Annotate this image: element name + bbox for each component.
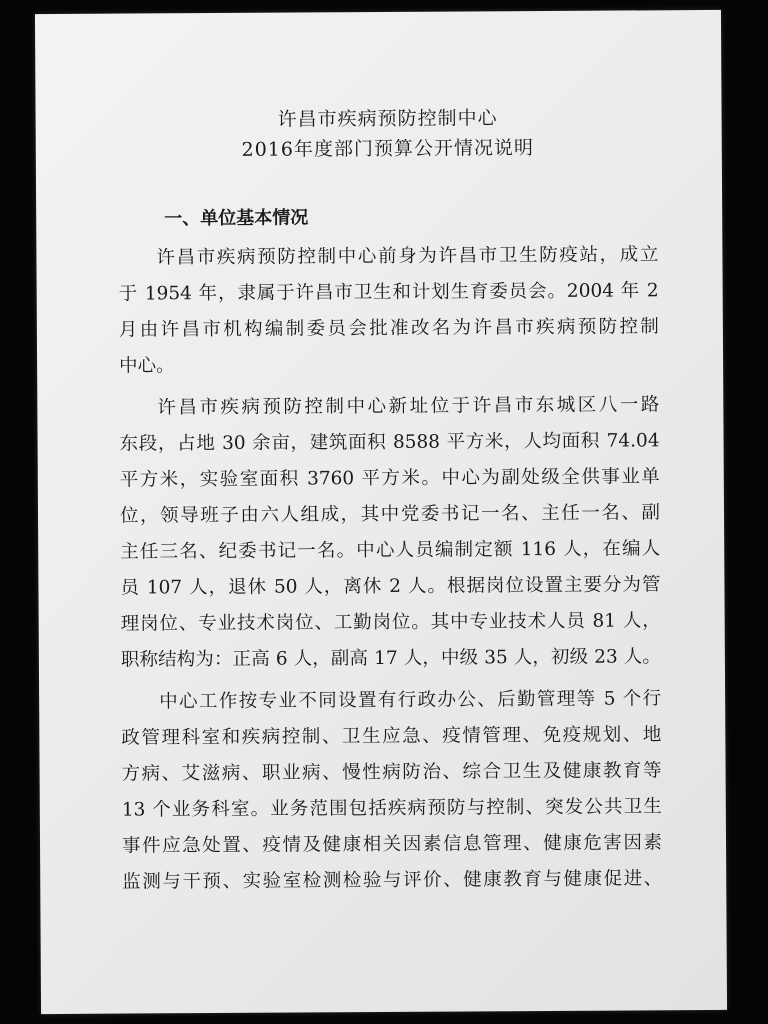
text-line: 监测与干预、实验室检测检验与评价、健康教育与健康促进、 xyxy=(122,868,663,893)
text-line: 于 1954 年，隶属于许昌市卫生和计划生育委员会。2004 年 2 xyxy=(118,280,659,305)
text-line: 中心。 xyxy=(119,355,175,377)
text-line: 中心工作按专业不同设置有行政办公、后勤管理等 5 个行 xyxy=(159,688,662,713)
text-line: 位，领导班子由六人组成，其中党委书记一名、主任一名、副 xyxy=(119,502,661,527)
text-line: 事件应急处置、疫情及健康相关因素信息管理、健康危害因素 xyxy=(121,832,663,857)
text-line: 月由许昌市机构编制委员会批准改名为许昌市疾病预防控制 xyxy=(118,316,659,341)
document-title-line-1: 许昌市疾病预防控制中心 xyxy=(277,107,498,131)
text-line: 许昌市疾病预防控制中心新址位于许昌市东城区八一路 xyxy=(157,394,660,419)
text-line: 政管理科室和疾病控制、卫生应急、疫情管理、免疫规划、地 xyxy=(121,724,662,749)
text-line: 东段，占地 30 余亩，建筑面积 8588 平方米，人均面积 74.04 xyxy=(119,430,660,455)
section-heading: 一、单位基本情况 xyxy=(164,207,309,230)
text-line: 主任三名、纪委书记一名。中心人员编制定额 116 人，在编人 xyxy=(120,538,661,563)
text-line: 员 107 人，退休 50 人，离休 2 人。根据岗位设置主要分为管 xyxy=(120,574,661,599)
text-line: 方病、艾滋病、职业病、慢性病防治、综合卫生及健康教育等 xyxy=(121,760,662,785)
text-line: 职称结构为：正高 6 人，副高 17 人，中级 35 人，初级 23 人。 xyxy=(120,646,661,671)
text-line: 许昌市疾病预防控制中心前身为许昌市卫生防疫站，成立 xyxy=(156,244,659,269)
text-line: 13 个业务科室。业务范围包括疾病预防与控制、突发公共卫生 xyxy=(121,796,662,821)
text-line: 理岗位、专业技术岗位、工勤岗位。其中专业技术人员 81 人， xyxy=(120,610,661,635)
text-line: 平方米，实验室面积 3760 平方米。中心为副处级全供事业单 xyxy=(119,466,660,491)
document-body xyxy=(117,10,663,893)
document-title-line-2: 2016年度部门预算公开情况说明 xyxy=(241,137,535,161)
paper-sheet xyxy=(35,10,727,1014)
